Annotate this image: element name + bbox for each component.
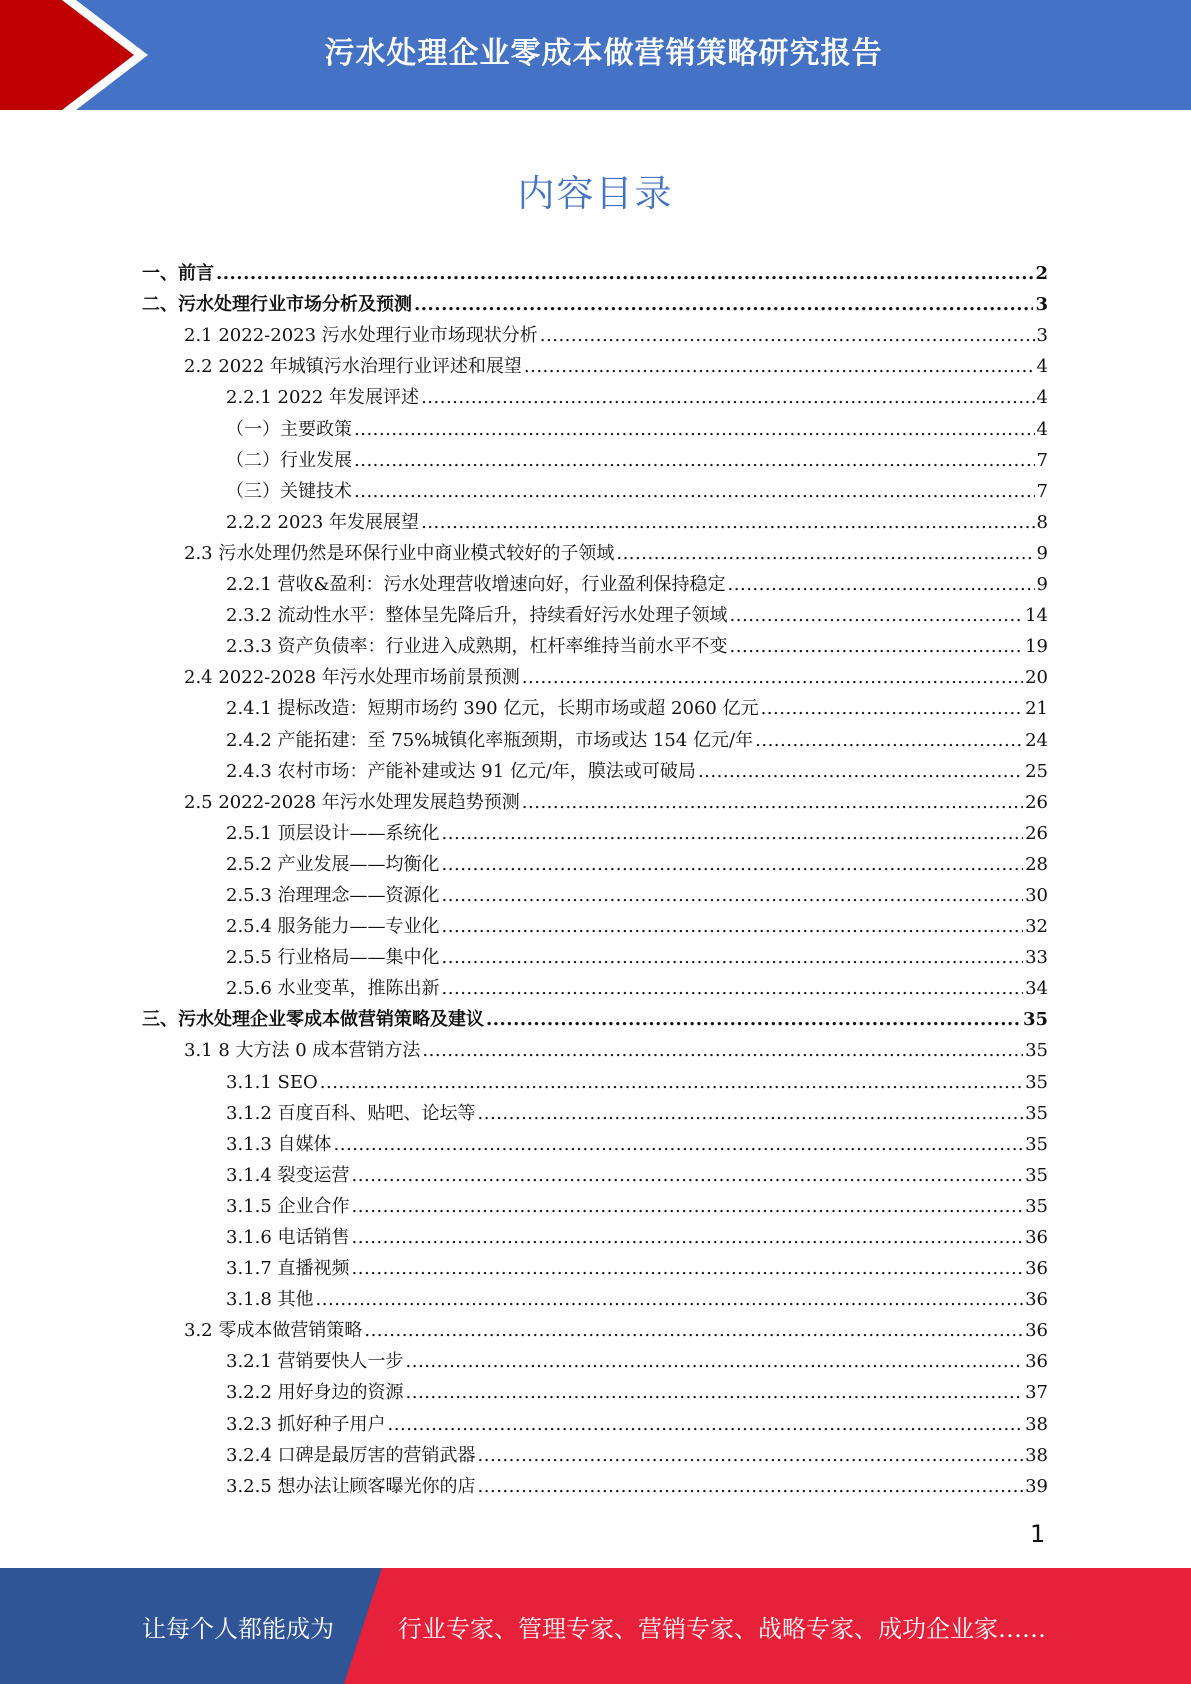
toc-entry[interactable] xyxy=(142,1000,1048,1031)
page-header xyxy=(0,0,1191,110)
toc-entry-label: 2.3.3 资产负债率：行业进入成熟期，杠杆率维持当前水平不变 xyxy=(226,636,728,658)
toc-entry-page: 33 xyxy=(1025,947,1048,969)
toc-entry-page: 35 xyxy=(1025,1195,1048,1217)
toc-leader-dots xyxy=(216,263,1033,285)
toc-entry[interactable] xyxy=(142,378,1048,409)
toc-entry-page: 3 xyxy=(1036,325,1048,347)
toc-leader-dots xyxy=(406,1382,1024,1404)
toc-entry[interactable] xyxy=(142,1187,1048,1218)
toc-leader-dots xyxy=(320,1072,1023,1094)
toc-entry[interactable] xyxy=(142,1280,1048,1311)
toc-leader-dots xyxy=(354,419,1035,441)
toc-leader-dots xyxy=(524,356,1035,378)
toc-leader-dots xyxy=(354,450,1035,472)
toc-entry-label: 2.5 2022-2028 年污水处理发展趋势预测 xyxy=(184,791,520,813)
toc-leader-dots xyxy=(442,823,1024,845)
toc-leader-dots xyxy=(442,916,1024,938)
toc-entry-label: 2.5.2 产业发展——均衡化 xyxy=(226,853,440,875)
toc-entry-label: 3.2.2 用好身边的资源 xyxy=(226,1382,404,1404)
toc-entry-page: 36 xyxy=(1025,1258,1048,1280)
toc-entry-label: 2.5.5 行业格局——集中化 xyxy=(226,947,440,969)
toc-entry[interactable] xyxy=(142,1373,1048,1404)
toc-entry-page: 30 xyxy=(1025,884,1048,906)
toc-entry-page: 7 xyxy=(1036,480,1048,502)
toc-leader-dots xyxy=(442,978,1024,1000)
toc-entry-label: 2.4 2022-2028 年污水处理市场前景预测 xyxy=(184,667,520,689)
toc-entry-label: 2.5.3 治理理念——资源化 xyxy=(226,884,440,906)
toc-entry[interactable] xyxy=(142,316,1048,347)
toc-leader-dots xyxy=(730,636,1024,658)
toc-leader-dots xyxy=(730,605,1024,627)
toc-entry[interactable] xyxy=(142,1094,1048,1125)
toc-entry-page: 38 xyxy=(1025,1413,1048,1435)
toc-entry-label: 三、污水处理企业零成本做营销策略及建议 xyxy=(142,1009,484,1031)
toc-leader-dots xyxy=(352,1227,1024,1249)
toc-entry-label: 3.2.4 口碑是最厉害的营销武器 xyxy=(226,1444,476,1466)
toc-leader-dots xyxy=(414,294,1033,316)
toc-entry-label: 3.2.5 想办法让顾客曝光你的店 xyxy=(226,1475,476,1497)
toc-entry-label: 2.4.3 农村市场：产能补建或达 91 亿元/年，膜法或可破局 xyxy=(226,760,696,782)
toc-entry-label: 2.5.4 服务能力——专业化 xyxy=(226,916,440,938)
toc-entry-label: 2.4.2 产能拓建：至 75%城镇化率瓶颈期，市场或达 154 亿元/年 xyxy=(226,729,754,751)
toc-entry[interactable] xyxy=(142,1062,1048,1093)
toc-leader-dots xyxy=(728,574,1035,596)
toc-entry-page: 38 xyxy=(1025,1444,1048,1466)
toc-entry-label: 3.1.2 百度百科、贴吧、论坛等 xyxy=(226,1102,476,1124)
toc-leader-dots xyxy=(442,947,1024,969)
toc-entry[interactable] xyxy=(142,1125,1048,1156)
toc-leader-dots xyxy=(540,325,1035,347)
toc-entry[interactable] xyxy=(142,347,1048,378)
toc-entry[interactable] xyxy=(142,409,1048,440)
toc-entry-label: 3.1.5 企业合作 xyxy=(226,1195,350,1217)
toc-entry-page: 9 xyxy=(1036,574,1048,596)
toc-leader-dots xyxy=(352,1258,1024,1280)
toc-entry-page: 36 xyxy=(1025,1289,1048,1311)
toc-entry-page: 35 xyxy=(1025,1040,1048,1062)
toc-entry[interactable] xyxy=(142,1467,1048,1498)
toc-entry-label: 2.2.1 2022 年发展评述 xyxy=(226,387,420,409)
toc-leader-dots xyxy=(316,1289,1024,1311)
toc-entry-page: 35 xyxy=(1022,1009,1048,1031)
toc-entry-label: 2.5.6 水业变革，推陈出新 xyxy=(226,978,440,1000)
toc-heading: 内容目录 xyxy=(517,172,674,215)
toc-entry[interactable] xyxy=(142,689,1048,720)
toc-entry-page: 39 xyxy=(1025,1475,1048,1497)
toc-leader-dots xyxy=(421,387,1034,409)
toc-entry[interactable] xyxy=(142,969,1048,1000)
toc-entry-page: 36 xyxy=(1025,1351,1048,1373)
toc-leader-dots xyxy=(352,1196,1024,1218)
toc-leader-dots xyxy=(364,1320,1023,1342)
toc-entry-label: 一、前言 xyxy=(142,263,214,285)
toc-entry-label: 3.1.7 直播视频 xyxy=(226,1258,350,1280)
toc-entry[interactable] xyxy=(142,658,1048,689)
toc-entry[interactable] xyxy=(142,783,1048,814)
toc-leader-dots xyxy=(522,667,1023,689)
toc-leader-dots xyxy=(755,730,1023,752)
toc-leader-dots xyxy=(442,885,1024,907)
toc-entry-label: 3.2 零成本做营销策略 xyxy=(184,1320,363,1342)
toc-entry[interactable] xyxy=(142,627,1048,658)
toc-entry-label: 2.2 2022 年城镇污水治理行业评述和展望 xyxy=(184,356,522,378)
toc-entry[interactable] xyxy=(142,1436,1048,1467)
toc-leader-dots xyxy=(422,1040,1023,1062)
toc-entry[interactable] xyxy=(142,907,1048,938)
toc-entry[interactable] xyxy=(142,503,1048,534)
toc-entry[interactable] xyxy=(142,1218,1048,1249)
toc-entry[interactable] xyxy=(142,565,1048,596)
toc-entry[interactable] xyxy=(142,441,1048,472)
toc-entry-label: 2.2.2 2023 年发展展望 xyxy=(226,511,420,533)
toc-entry[interactable] xyxy=(142,1342,1048,1373)
toc-entry[interactable] xyxy=(142,1249,1048,1280)
toc-entry-page: 28 xyxy=(1025,853,1048,875)
toc-entry-label: 3.1.4 裂变运营 xyxy=(226,1164,350,1186)
toc-entry-page: 35 xyxy=(1025,1164,1048,1186)
toc-entry-page: 3 xyxy=(1035,294,1048,316)
toc-entry-page: 4 xyxy=(1036,418,1048,440)
toc-leader-dots xyxy=(616,543,1034,565)
toc-entry-page: 4 xyxy=(1036,356,1048,378)
toc-leader-dots xyxy=(388,1414,1024,1436)
toc-entry-page: 19 xyxy=(1025,636,1048,658)
toc-entry-label: 3.1.3 自媒体 xyxy=(226,1133,332,1155)
toc-entry-page: 37 xyxy=(1025,1382,1048,1404)
toc-entry[interactable] xyxy=(142,845,1048,876)
toc-entry-page: 14 xyxy=(1025,605,1048,627)
toc-entry-label: 3.1 8 大方法 0 成本营销方法 xyxy=(184,1040,421,1062)
toc-entry[interactable] xyxy=(142,472,1048,503)
toc-entry-label: （三）关键技术 xyxy=(226,480,352,502)
toc-entry-label: 2.4.1 提标改造：短期市场约 390 亿元，长期市场或超 2060 亿元 xyxy=(226,698,759,720)
toc-entry-label: 2.1 2022-2023 污水处理行业市场现状分析 xyxy=(184,325,538,347)
toc-entry-page: 21 xyxy=(1025,698,1048,720)
footer-slogan-right: 行业专家、管理专家、营销专家、战略专家、成功企业家…… xyxy=(398,1614,1046,1643)
toc-entry-page: 7 xyxy=(1036,449,1048,471)
toc-leader-dots xyxy=(352,1165,1024,1187)
toc-entry[interactable] xyxy=(142,254,1048,285)
toc-entry-page: 36 xyxy=(1025,1320,1048,1342)
toc-leader-dots xyxy=(421,512,1034,534)
toc-entry-page: 9 xyxy=(1036,542,1048,564)
toc-entry[interactable] xyxy=(142,1031,1048,1062)
toc-leader-dots xyxy=(354,481,1035,503)
toc-leader-dots xyxy=(478,1445,1024,1467)
toc-entry[interactable] xyxy=(142,1156,1048,1187)
toc-leader-dots xyxy=(478,1476,1024,1498)
footer-slogan-left: 让每个人都能成为 xyxy=(142,1614,334,1643)
toc-leader-dots xyxy=(698,761,1023,783)
table-of-contents xyxy=(142,254,1048,1498)
toc-entry-page: 35 xyxy=(1025,1071,1048,1093)
toc-entry-label: 2.5.1 顶层设计——系统化 xyxy=(226,822,440,844)
toc-entry[interactable] xyxy=(142,285,1048,316)
toc-entry-page: 36 xyxy=(1025,1227,1048,1248)
report-title: 污水处理企业零成本做营销策略研究报告 xyxy=(324,36,883,71)
toc-entry-label: 3.2.3 抓好种子用户 xyxy=(226,1413,386,1435)
toc-leader-dots xyxy=(442,854,1024,876)
toc-entry[interactable] xyxy=(142,938,1048,969)
toc-entry-label: （二）行业发展 xyxy=(226,449,352,471)
toc-entry-label: （一）主要政策 xyxy=(226,418,352,440)
toc-entry[interactable] xyxy=(142,1311,1048,1342)
toc-entry-page: 35 xyxy=(1025,1133,1048,1155)
toc-entry-label: 3.1.8 其他 xyxy=(226,1289,314,1311)
toc-leader-dots xyxy=(406,1351,1024,1373)
toc-entry[interactable] xyxy=(142,596,1048,627)
toc-entry-label: 3.1.1 SEO xyxy=(226,1071,318,1093)
toc-entry-page: 20 xyxy=(1025,667,1048,689)
toc-entry-label: 二、污水处理行业市场分析及预测 xyxy=(142,294,412,316)
toc-entry-page: 24 xyxy=(1025,729,1048,751)
toc-entry-page: 32 xyxy=(1025,916,1048,938)
toc-entry-page: 26 xyxy=(1025,822,1048,844)
toc-entry[interactable] xyxy=(142,752,1048,783)
toc-leader-dots xyxy=(478,1103,1024,1125)
toc-leader-dots xyxy=(522,792,1023,814)
page-number: 1 xyxy=(1030,1520,1046,1548)
toc-leader-dots xyxy=(486,1009,1021,1031)
page-footer xyxy=(0,1568,1191,1684)
toc-entry[interactable] xyxy=(142,1404,1048,1435)
toc-entry[interactable] xyxy=(142,814,1048,845)
toc-entry-label: 2.3.2 流动性水平：整体呈先降后升，持续看好污水处理子领域 xyxy=(226,605,728,627)
toc-leader-dots xyxy=(334,1134,1024,1156)
toc-leader-dots xyxy=(761,698,1024,720)
toc-entry[interactable] xyxy=(142,534,1048,565)
toc-entry-page: 8 xyxy=(1036,511,1048,533)
toc-entry-label: 3.1.6 电话销售 xyxy=(226,1227,350,1248)
toc-entry-label: 3.2.1 营销要快人一步 xyxy=(226,1351,404,1373)
toc-entry-page: 26 xyxy=(1025,791,1048,813)
toc-entry[interactable] xyxy=(142,720,1048,751)
toc-entry-page: 35 xyxy=(1025,1102,1048,1124)
toc-entry-page: 2 xyxy=(1035,263,1048,285)
toc-entry-label: 2.3 污水处理仍然是环保行业中商业模式较好的子领域 xyxy=(184,542,615,564)
toc-entry-page: 34 xyxy=(1025,978,1048,1000)
toc-entry-label: 2.2.1 营收&盈利：污水处理营收增速向好，行业盈利保持稳定 xyxy=(226,574,726,596)
toc-entry-page: 4 xyxy=(1036,387,1048,409)
toc-entry[interactable] xyxy=(142,876,1048,907)
toc-entry-page: 25 xyxy=(1025,760,1048,782)
